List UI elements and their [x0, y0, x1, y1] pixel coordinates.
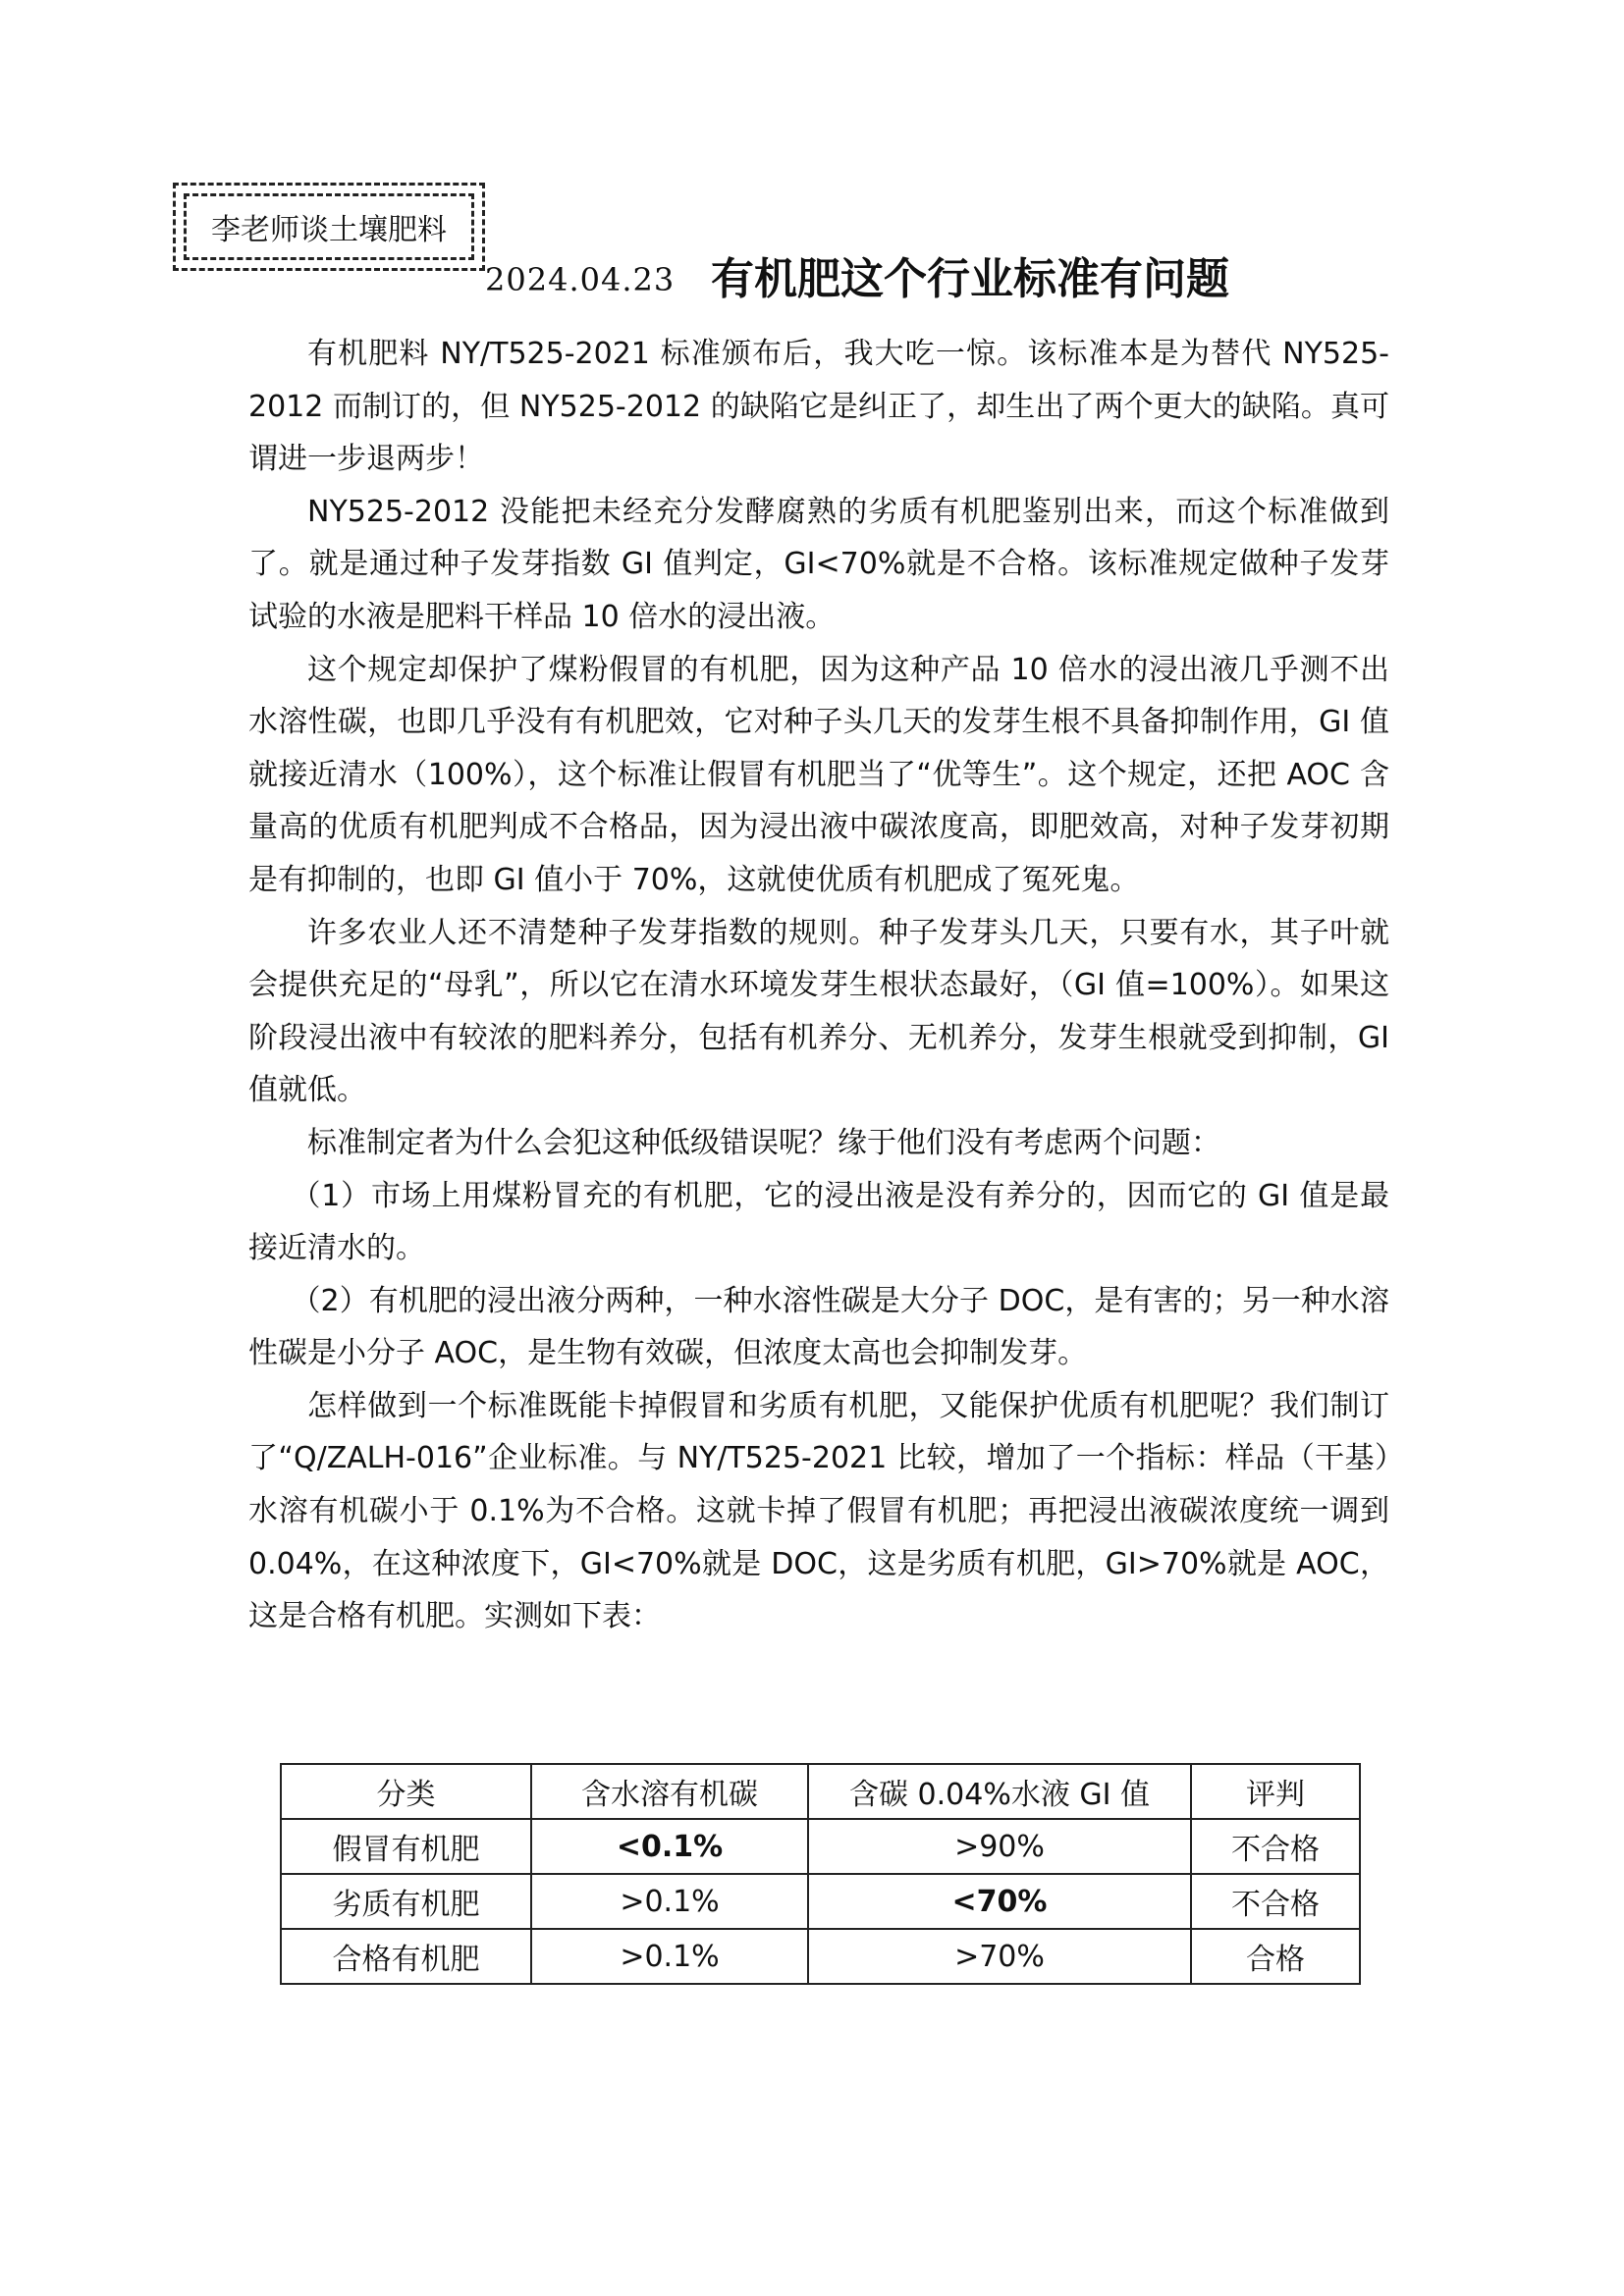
author-badge-label: 李老师谈土壤肥料	[184, 193, 474, 260]
table-row	[281, 1929, 1360, 1984]
table-cell: 劣质有机肥	[281, 1874, 531, 1929]
table-row	[281, 1874, 1360, 1929]
paragraph: 这个规定却保护了煤粉假冒的有机肥，因为这种产品 10 倍水的浸出液几乎测不出水溶性碳，也即几乎没有有机肥效，它对种子头几天的发芽生根不具备抑制作用，GI 值就接近清水（100%），这个标准让假冒有机肥当了“优等生”。这个规定，还把 AOC 含量高的优质有机肥判成不合格品，因为浸出液中碳浓度高，即肥效高，对种子发芽初期是有抑制的，也即 GI 值小于 70%，这就使优质有机肥成了冤死鬼。	[248, 652, 1389, 897]
article-date: 2024.04.23	[485, 261, 676, 298]
paragraph-item-1: （1）市场上用煤粉冒充的有机肥，它的浸出液是没有养分的，因而它的 GI 值是最接近清水的。	[248, 1178, 1389, 1266]
paragraph: 标准制定者为什么会犯这种低级错误呢？缘于他们没有考虑两个问题：	[307, 1125, 1220, 1160]
paragraph-item-2: （2）有机肥的浸出液分两种，一种水溶性碳是大分子 DOC，是有害的；另一种水溶性碳是小分子 AOC，是生物有效碳，但浓度太高也会抑制发芽。	[248, 1283, 1389, 1371]
article-body	[248, 328, 1389, 1643]
header-cell-category: 分类	[281, 1764, 531, 1819]
results-table	[280, 1763, 1361, 1985]
table-cell: 合格	[1191, 1929, 1360, 1984]
header-cell-gi: 含碳 0.04%水液 GI 值	[808, 1764, 1191, 1819]
paragraph: 许多农业人还不清楚种子发芽指数的规则。种子发芽头几天，只要有水，其子叶就会提供充足的“母乳”，所以它在清水环境发芽生根状态最好，（GI 值=100%）。如果这阶段浸出液中有较浓的肥料养分，包括有机养分、无机养分，发芽生根就受到抑制，GI 值就低。	[248, 915, 1389, 1108]
table-cell: >90%	[808, 1819, 1191, 1874]
table-cell: >70%	[808, 1929, 1191, 1984]
table-cell: <0.1%	[531, 1819, 808, 1874]
table-cell: 不合格	[1191, 1819, 1360, 1874]
table-cell: 假冒有机肥	[281, 1819, 531, 1874]
table-header-row	[281, 1764, 1360, 1819]
table-cell: >0.1%	[531, 1929, 808, 1984]
header-cell-carbon: 含水溶有机碳	[531, 1764, 808, 1819]
table-cell: 不合格	[1191, 1874, 1360, 1929]
results-table-container	[280, 1763, 1359, 1985]
table-cell: 合格有机肥	[281, 1929, 531, 1984]
article-title: 有机肥这个行业标准有问题	[711, 254, 1229, 304]
table-cell: <70%	[808, 1874, 1191, 1929]
paragraph: NY525-2012 没能把未经充分发酵腐熟的劣质有机肥鉴别出来，而这个标准做到了。就是通过种子发芽指数 GI 值判定，GI<70%就是不合格。该标准规定做种子发芽试验的水液是肥料干样品 10 倍水的浸出液。	[248, 494, 1389, 634]
author-badge	[173, 183, 485, 271]
header-cell-verdict: 评判	[1191, 1764, 1360, 1819]
paragraph: 怎样做到一个标准既能卡掉假冒和劣质有机肥，又能保护优质有机肥呢？我们制订了“Q/ZALH-016”企业标准。与 NY/T525-2021 比较，增加了一个指标：样品（干基）水溶有机碳小于 0.1%为不合格。这就卡掉了假冒有机肥；再把浸出液碳浓度统一调到 0.04%，在这种浓度下，GI<70%就是 DOC，这是劣质有机肥，GI>70%就是 AOC，这是合格有机肥。实测如下表：	[248, 1388, 1389, 1634]
table-row	[281, 1819, 1360, 1874]
table-cell: >0.1%	[531, 1874, 808, 1929]
paragraph: 有机肥料 NY/T525-2021 标准颁布后，我大吃一惊。该标准本是为替代 NY525-2012 而制订的，但 NY525-2012 的缺陷它是纠正了，却生出了两个更大的缺陷。真可谓进一步退两步！	[248, 337, 1389, 477]
